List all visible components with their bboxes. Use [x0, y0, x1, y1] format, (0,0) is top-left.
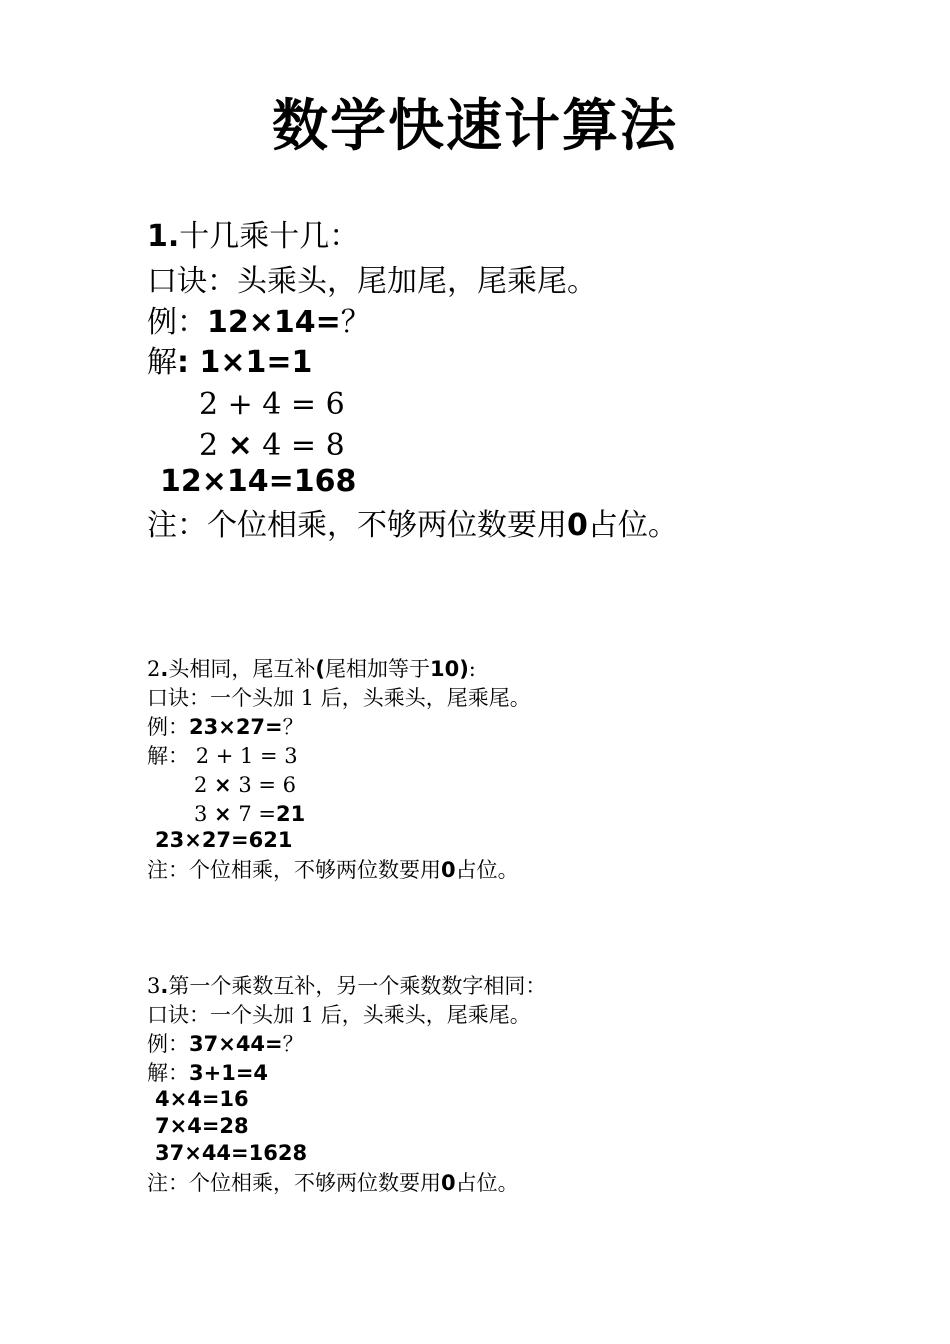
- solve-label: 解：: [147, 1061, 189, 1085]
- section-2-result: 23×27=621: [155, 828, 293, 852]
- section-title-ten: 10): [429, 657, 469, 681]
- section-number: 2: [147, 657, 161, 681]
- note-text: 注：个位相乘，不够两位数要用: [147, 1171, 441, 1195]
- section-2-note: [147, 860, 519, 881]
- note-text-end: 占位。: [455, 858, 519, 882]
- multiply-sign: ×: [214, 773, 232, 797]
- section-2-heading: [147, 659, 476, 680]
- example-question: ？: [340, 305, 371, 340]
- step-rest: 3 = 6: [231, 773, 296, 797]
- step-rest: 4 = 8: [252, 428, 345, 463]
- section-3-formula: 口诀：一个头加 1 后，头乘头，尾乘尾。: [147, 1003, 531, 1027]
- section-2-example: [147, 717, 304, 738]
- section-1-step-3: [199, 428, 345, 463]
- step-operand: 2: [194, 773, 215, 797]
- example-label: 例：: [147, 715, 189, 739]
- section-1-result: 12×14=168: [160, 464, 357, 499]
- step-product: 21: [275, 802, 306, 826]
- solve-label: 解：: [147, 744, 189, 768]
- page-title: 数学快速计算法: [272, 94, 678, 159]
- example-expression: 23×27=: [189, 715, 283, 739]
- section-2-formula: 口诀：一个头加 1 后，头乘头，尾乘尾。: [147, 686, 531, 710]
- note-text-end: 占位。: [587, 508, 678, 543]
- section-1-heading: [147, 219, 360, 254]
- section-2-step-3: [194, 804, 305, 825]
- section-number: 3: [147, 974, 161, 998]
- section-title-mid: 尾相加等于: [324, 657, 430, 681]
- paren: (: [315, 657, 325, 681]
- section-3-note: [147, 1173, 519, 1194]
- example-expression: 37×44=: [189, 1032, 283, 1056]
- note-text: 注：个位相乘，不够两位数要用: [147, 858, 441, 882]
- note-zero: 0: [441, 858, 456, 882]
- solve-step-1: : 1×1=1: [177, 345, 313, 380]
- section-1-solve-line: [147, 345, 313, 380]
- colon: :: [468, 657, 476, 681]
- section-number-dot: .: [160, 657, 169, 681]
- section-number-dot: .: [160, 974, 169, 998]
- section-3-result: 37×44=1628: [155, 1141, 308, 1165]
- section-number: 1.: [147, 219, 180, 254]
- section-title: 十几乘十几：: [179, 219, 360, 254]
- section-2-step-2: [194, 775, 296, 796]
- multiply-sign: ×: [214, 802, 232, 826]
- example-label: 例：: [147, 305, 207, 340]
- section-1-formula: 口诀：头乘头，尾加尾，尾乘尾。: [147, 264, 597, 299]
- section-3-heading: [147, 976, 546, 997]
- note-zero: 0: [567, 508, 588, 543]
- section-title: 第一个乘数互补，另一个乘数数字相同：: [168, 974, 547, 998]
- section-title: 头相同，尾互补: [168, 657, 316, 681]
- section-1-step-2: 2 + 4 = 6: [199, 387, 345, 422]
- example-question: ？: [282, 1032, 304, 1056]
- example-expression: 12×14=: [207, 305, 341, 340]
- section-3-solve-line: [147, 1063, 268, 1084]
- solve-step-1: 3+1=4: [189, 1061, 269, 1085]
- step-operand: 2: [199, 428, 228, 463]
- section-1-note: [147, 508, 678, 543]
- section-3-step-3: 7×4=28: [155, 1114, 249, 1138]
- note-text: 注：个位相乘，不够两位数要用: [147, 508, 567, 543]
- section-3-step-2: 4×4=16: [155, 1087, 249, 1111]
- note-zero: 0: [441, 1171, 456, 1195]
- solve-step-1: 2 + 1 = 3: [195, 744, 298, 768]
- step-rest: 7 =: [231, 802, 276, 826]
- example-label: 例：: [147, 1032, 189, 1056]
- note-text-end: 占位。: [455, 1171, 519, 1195]
- section-3-example: [147, 1034, 304, 1055]
- section-1-example: [147, 305, 371, 340]
- step-operand: 3: [194, 802, 215, 826]
- multiply-sign: ×: [227, 428, 253, 463]
- example-question: ？: [282, 715, 304, 739]
- section-2-solve-line: [147, 746, 298, 767]
- solve-label: 解: [147, 345, 177, 380]
